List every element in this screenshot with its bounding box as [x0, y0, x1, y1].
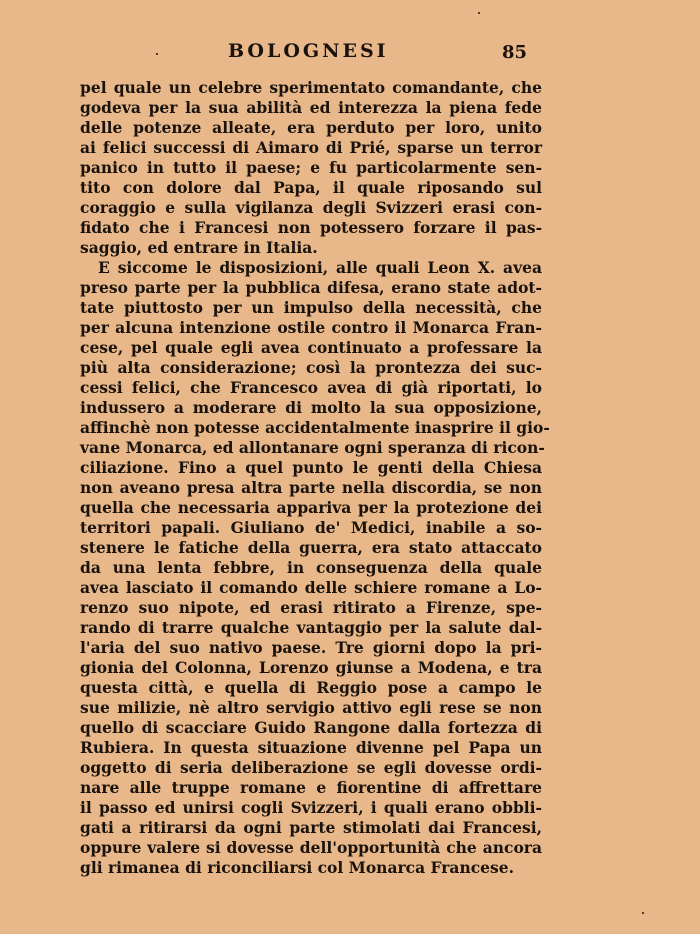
- text-line: nare alle truppe romane e fiorentine di affrettare: [80, 778, 542, 797]
- paper-speck: [478, 12, 480, 14]
- text-line: oppure valere si dovesse dell'opportunità che ancora: [80, 838, 542, 857]
- text-line: più alta considerazione; così la prontezza dei suc-: [80, 358, 542, 377]
- text-line: quella che necessaria appariva per la protezione dei: [80, 498, 542, 517]
- paragraph-start-line: E siccome le disposizioni, alle quali Leon X. avea: [98, 258, 542, 277]
- text-line: affinchè non potesse accidentalmente inasprire il gio-: [80, 418, 550, 437]
- text-line: Rubiera. In questa situazione divenne pel Papa un: [80, 738, 542, 757]
- text-line: l'aria del suo nativo paese. Tre giorni dopo la pri-: [80, 638, 542, 657]
- text-line: avea lasciato il comando delle schiere romane a Lo-: [80, 578, 542, 597]
- text-line: sue milizie, nè altro servigio attivo egli rese se non: [80, 698, 542, 717]
- text-line: da una lenta febbre, in conseguenza della quale: [80, 558, 542, 577]
- text-line: tate piuttosto per un impulso della necessità, che: [80, 298, 542, 317]
- paper-speck: [642, 912, 644, 914]
- text-line: cessi felici, che Francesco avea di già riportati, lo: [80, 378, 542, 397]
- running-header: BOLOGNESI: [228, 40, 389, 62]
- text-line: indussero a moderare di molto la sua opposizione,: [80, 398, 542, 417]
- text-line: oggetto di seria deliberazione se egli dovesse ordi-: [80, 758, 542, 777]
- text-line: pel quale un celebre sperimentato comandante, che: [80, 78, 542, 97]
- text-line: renzo suo nipote, ed erasi ritirato a Firenze, spe-: [80, 598, 542, 617]
- text-line: panico in tutto il paese; e fu particolarmente sen-: [80, 158, 542, 177]
- text-line: gli rimanea di riconciliarsi col Monarca Francese.: [80, 858, 515, 877]
- text-line: gati a ritirarsi da ogni parte stimolati dai Francesi,: [80, 818, 542, 837]
- text-line: non aveano presa altra parte nella discordia, se non: [80, 478, 542, 497]
- text-line: rando di trarre qualche vantaggio per la salute dal-: [80, 618, 542, 637]
- text-line: coraggio e sulla vigilanza degli Svizzeri erasi con-: [80, 198, 542, 217]
- text-line: stenere le fatiche della guerra, era stato attaccato: [80, 538, 542, 557]
- text-line: quello di scacciare Guido Rangone dalla fortezza di: [80, 718, 542, 737]
- text-line: delle potenze alleate, era perduto per loro, unito: [80, 118, 542, 137]
- page-number: 85: [502, 42, 528, 63]
- text-line: saggio, ed entrare in Italia.: [80, 238, 318, 257]
- text-line: ai felici successi di Aimaro di Prié, sparse un terror: [80, 138, 542, 157]
- text-line: questa città, e quella di Reggio pose a campo le: [80, 678, 542, 697]
- text-line: vane Monarca, ed allontanare ogni speranza di ricon-: [80, 438, 545, 457]
- text-line: ciliazione. Fino a quel punto le genti della Chiesa: [80, 458, 542, 477]
- text-line: tito con dolore dal Papa, il quale riposando sul: [80, 178, 542, 197]
- text-line: fidato che i Francesi non potessero forzare il pas-: [80, 218, 542, 237]
- text-line: godeva per la sua abilità ed interezza la piena fede: [80, 98, 542, 117]
- body-text: [80, 78, 550, 878]
- text-line: territori papali. Giuliano de' Medici, inabile a so-: [80, 518, 542, 537]
- text-line: preso parte per la pubblica difesa, erano state adot-: [80, 278, 542, 297]
- text-line: per alcuna intenzione ostile contro il Monarca Fran-: [80, 318, 542, 337]
- text-line: gionia del Colonna, Lorenzo giunse a Modena, e tra: [80, 658, 542, 677]
- text-line: il passo ed unirsi cogli Svizzeri, i quali erano obbli-: [80, 798, 542, 817]
- text-line: cese, pel quale egli avea continuato a professare la: [80, 338, 542, 357]
- paper-speck: [156, 53, 158, 55]
